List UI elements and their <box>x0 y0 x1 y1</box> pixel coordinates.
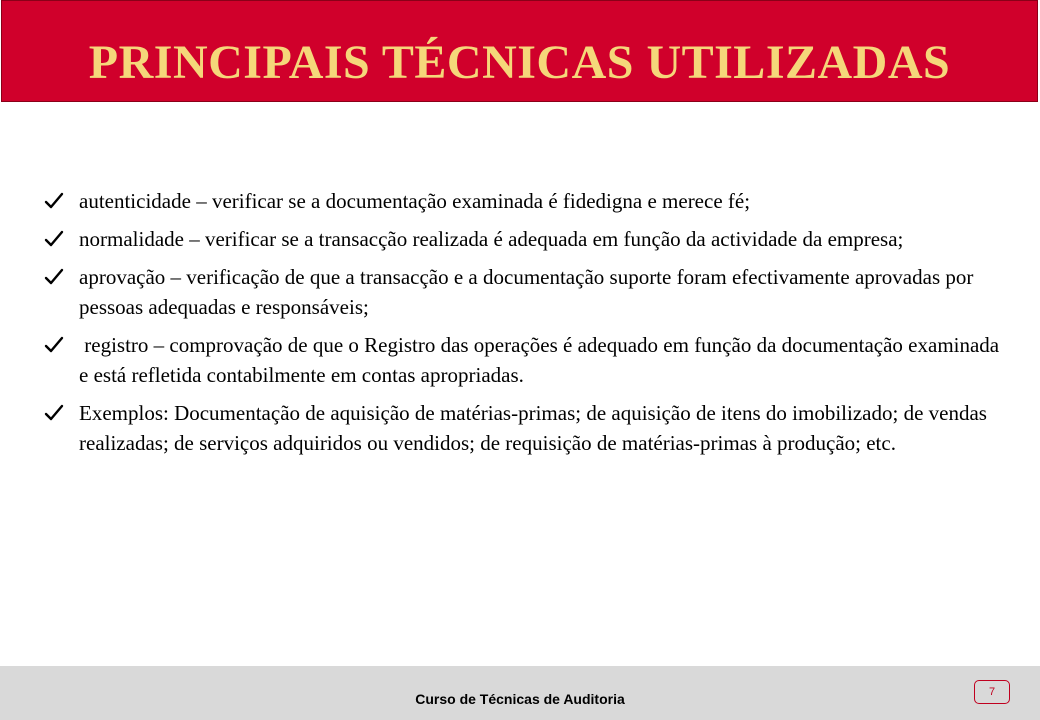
title-bar <box>1 0 1038 102</box>
footer-course-title: Curso de Técnicas de Auditoria <box>415 691 625 707</box>
bullet-text: registro – comprovação de que o Registro das operações é adequado em função da documentação examinada e está refletida contabilmente em contas apropriadas. <box>79 333 1005 387</box>
check-icon <box>44 192 64 210</box>
check-icon <box>44 268 64 286</box>
check-icon <box>44 404 64 422</box>
footer-bar <box>0 666 1040 720</box>
bullet-text: normalidade – verificar se a transacção realizada é adequada em função da actividade da empresa; <box>79 227 904 251</box>
bullet-text: Exemplos: Documentação de aquisição de matérias-primas; de aquisição de itens do imobilizado; de vendas realizadas; de serviços adquiridos ou vendidos; de requisição de matérias-primas à produção; etc. <box>79 401 987 455</box>
bullet-item <box>44 398 1004 458</box>
bullet-item <box>44 224 1004 254</box>
slide-title: PRINCIPAIS TÉCNICAS UTILIZADAS <box>88 36 951 89</box>
bullet-text: aprovação – verificação de que a transacção e a documentação suporte foram efectivamente aprovadas por pessoas adequadas e responsáveis; <box>79 265 974 319</box>
bullet-list <box>44 186 1004 466</box>
bullet-text: autenticidade – verificar se a documentação examinada é fidedigna e merece fé; <box>79 189 751 213</box>
page-number: 7 <box>974 680 1010 704</box>
check-icon <box>44 336 64 354</box>
check-icon <box>44 230 64 248</box>
bullet-item <box>44 330 1004 390</box>
bullet-item <box>44 186 1004 216</box>
bullet-item <box>44 262 1004 322</box>
